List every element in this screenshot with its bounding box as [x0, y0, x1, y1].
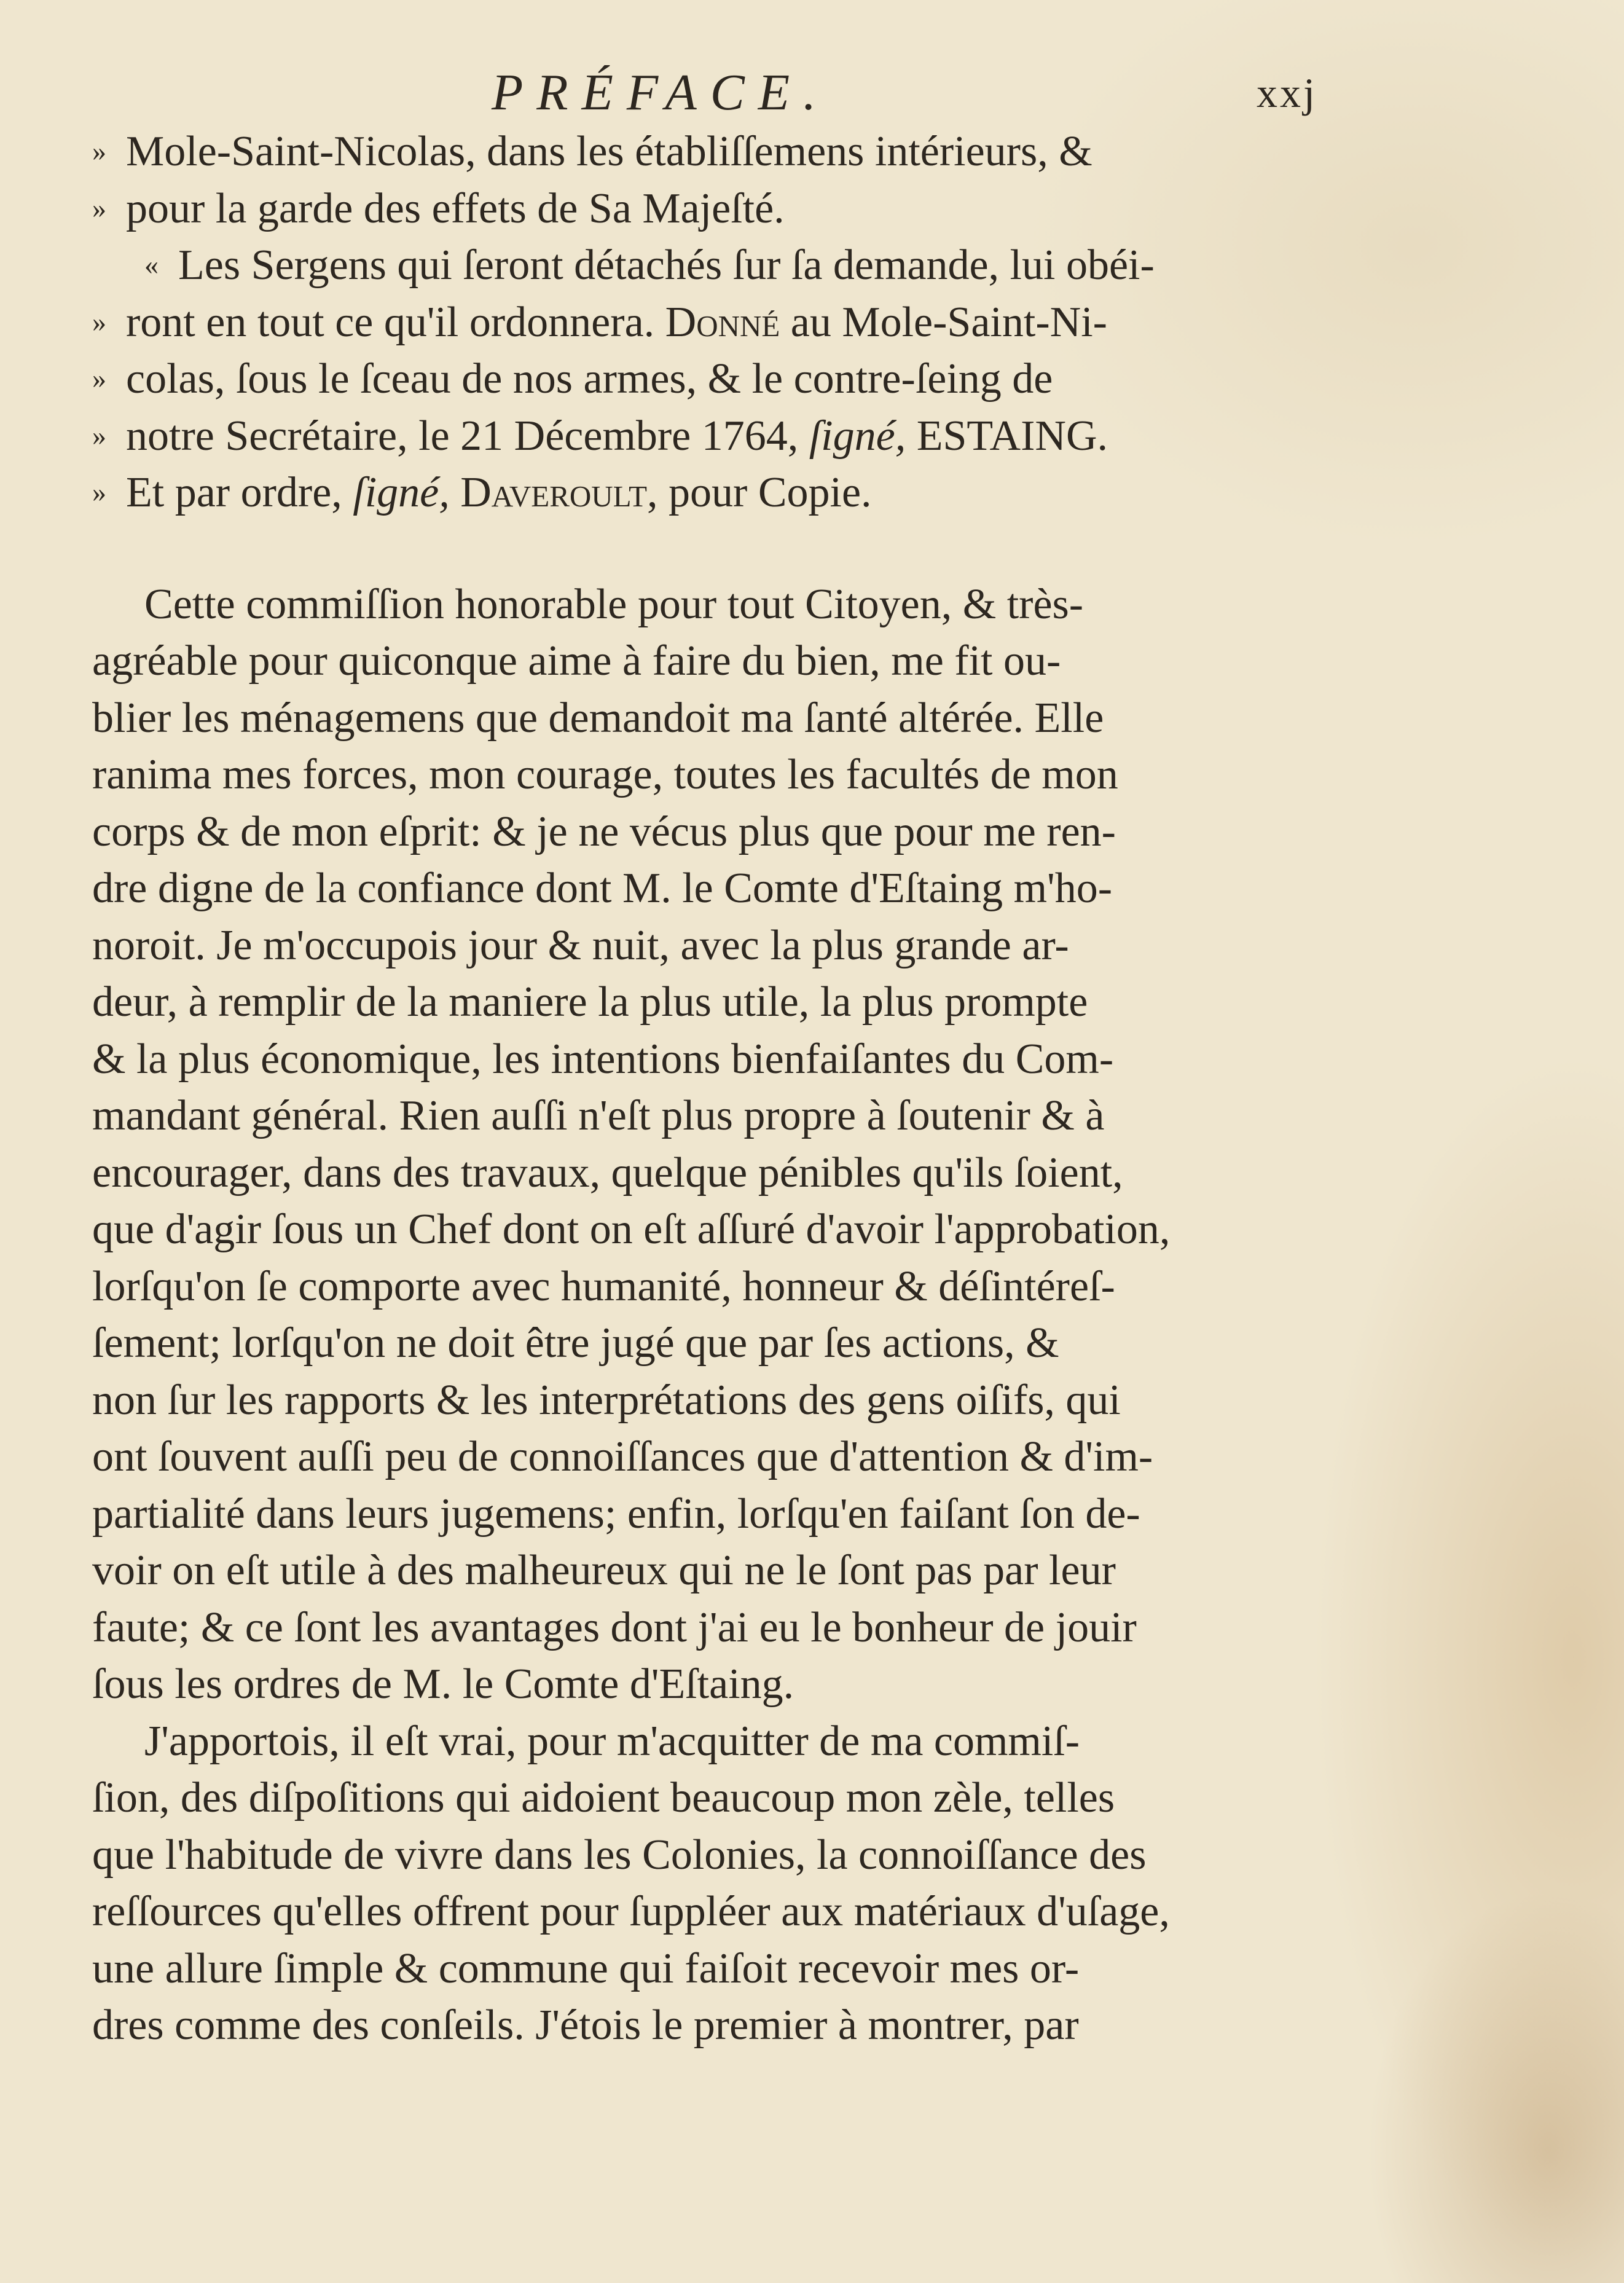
text-line: partialité dans leurs jugemens; enfin, lorſqu'en faiſant ſon de-: [92, 1490, 1140, 1538]
text-line: ranima mes forces, mon courage, toutes les facultés de mon: [92, 751, 1118, 798]
text-line: encourager, dans des travaux, quelque pénibles qu'ils ſoient,: [92, 1149, 1123, 1197]
text-line: » Mole-Saint-Nicolas, dans les établiſſemens intérieurs, &: [92, 123, 1327, 180]
text-line: noroit. Je m'occupois jour & nuit, avec la plus grande ar-: [92, 921, 1069, 969]
text-line: dres comme des conſeils. J'étois le premier à montrer, par: [92, 2002, 1079, 2049]
text-line: corps & de mon eſprit: & je ne vécus plus que pour me ren-: [92, 807, 1116, 855]
text-line: blier les ménagemens que demandoit ma ſanté altérée. Elle: [92, 694, 1104, 742]
text-line: » colas, ſous le ſceau de nos armes, & le contre-ſeing de: [92, 350, 1327, 407]
text-line: lorſqu'on ſe comporte avec humanité, honneur & déſintéreſ-: [92, 1262, 1115, 1310]
quote-mark: »: [92, 135, 106, 167]
text-line: que l'habitude de vivre dans les Colonies, la connoiſſance des: [92, 1831, 1147, 1879]
text-line: » notre Secrétaire, le 21 Décembre 1764, ſigné, ESTAING.: [92, 407, 1327, 465]
quote-mark: »: [92, 363, 106, 394]
text-line: ont ſouvent auſſi peu de connoiſſances que d'attention & d'im-: [92, 1433, 1153, 1480]
quote-mark: »: [92, 192, 106, 224]
text-line: deur, à remplir de la maniere la plus utile, la plus prompte: [92, 978, 1088, 1026]
text-line: » Et par ordre, ſigné, Daveroult, pour Copie.: [92, 464, 1327, 521]
text-line: agréable pour quiconque aime à faire du bien, me fit ou-: [92, 637, 1061, 685]
text-line: & la plus économique, les intentions bienfaiſantes du Com-: [92, 1035, 1114, 1083]
text-line: » pour la garde des effets de Sa Majeſté.: [92, 180, 1327, 237]
body-text: [92, 123, 1327, 2054]
text-line: Cette commiſſion honorable pour tout Citoyen, & très-: [144, 580, 1084, 628]
page-header: [92, 59, 1321, 127]
text-line: ſement; lorſqu'on ne doit être jugé que par ſes actions, &: [92, 1319, 1059, 1367]
quote-mark: »: [92, 419, 106, 451]
text-line: que d'agir ſous un Chef dont on eſt aſſuré d'avoir l'approbation,: [92, 1206, 1171, 1253]
text-line: dre digne de la confiance dont M. le Comte d'Eſtaing m'ho-: [92, 865, 1113, 912]
text-line: ſion, des diſpoſitions qui aidoient beaucoup mon zèle, telles: [92, 1774, 1115, 1821]
text-line: « Les Sergens qui ſeront détachés ſur ſa demande, lui obéi-: [92, 237, 1327, 294]
text-line: » ront en tout ce qu'il ordonnera. Donné au Mole-Saint-Ni-: [92, 294, 1327, 351]
text-line: faute; & ce ſont les avantages dont j'ai eu le bonheur de jouir: [92, 1603, 1137, 1651]
quote-mark: «: [144, 249, 159, 280]
running-title: PRÉFACE.: [492, 64, 830, 121]
paragraph-gap: [92, 521, 1327, 576]
quote-mark: »: [92, 305, 106, 337]
text-line: non ſur les rapports & les interprétations des gens oiſifs, qui: [92, 1376, 1121, 1424]
quote-mark: »: [92, 476, 106, 508]
text-line: voir on eſt utile à des malheureux qui ne le ſont pas par leur: [92, 1547, 1116, 1594]
text-line: reſſources qu'elles offrent pour ſuppléer aux matériaux d'uſage,: [92, 1888, 1170, 1935]
text-line: mandant général. Rien auſſi n'eſt plus propre à ſoutenir & à: [92, 1092, 1105, 1139]
text-line: J'apportois, il eſt vrai, pour m'acquitter de ma commiſ-: [144, 1717, 1080, 1765]
text-line: une allure ſimple & commune qui faiſoit recevoir mes or-: [92, 1944, 1080, 1992]
text-line: ſous les ordres de M. le Comte d'Eſtaing.: [92, 1660, 794, 1708]
folio-page-number: xxj: [1257, 69, 1317, 116]
